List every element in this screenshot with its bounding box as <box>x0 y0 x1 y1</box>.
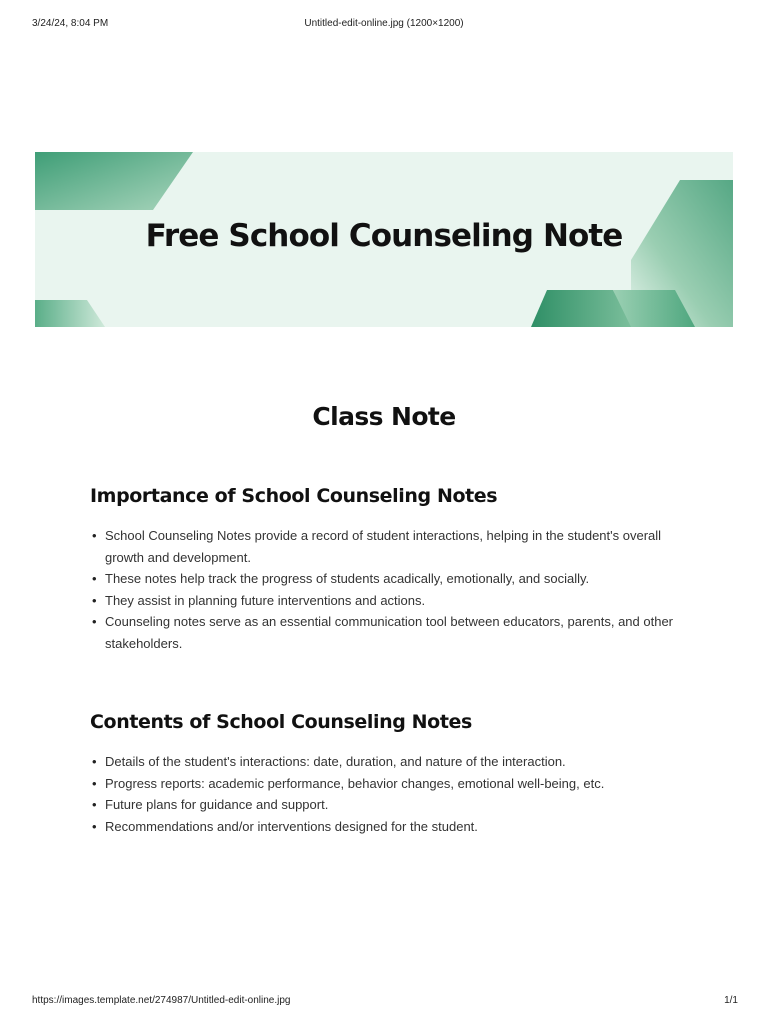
importance-list <box>90 525 685 654</box>
section-heading-importance: Importance of School Counseling Notes <box>90 485 498 507</box>
print-datetime: 3/24/24, 8:04 PM <box>32 18 109 29</box>
list-item: • Future plans for guidance and support. <box>105 794 685 816</box>
list-item: • Details of the student's interactions: date, duration, and nature of the interaction. <box>105 751 685 773</box>
title-banner <box>35 152 733 327</box>
print-filename: Untitled-edit-online.jpg (1200×1200) <box>304 18 464 29</box>
list-item: • These notes help track the progress of students acadically, emotionally, and socially. <box>105 568 685 590</box>
banner-shape-bottom-left <box>35 300 105 327</box>
banner-shape-top-left <box>35 152 193 210</box>
contents-list <box>90 751 685 837</box>
page-number: 1/1 <box>724 995 738 1006</box>
list-item: • They assist in planning future interventions and actions. <box>105 590 685 612</box>
list-item: • Counseling notes serve as an essential communication tool between educators, parents, and other stakeholders. <box>105 611 685 654</box>
section-heading-contents: Contents of School Counseling Notes <box>90 711 472 733</box>
print-header <box>0 18 768 32</box>
list-item: • Progress reports: academic performance, behavior changes, emotional well-being, etc. <box>105 773 685 795</box>
print-url: https://images.template.net/274987/Untitled-edit-online.jpg <box>32 995 291 1006</box>
page-title: Class Note <box>312 402 456 431</box>
print-footer <box>0 995 768 1009</box>
banner-title: Free School Counseling Note <box>145 218 623 254</box>
list-item: • School Counseling Notes provide a record of student interactions, helping in the student's overall growth and development. <box>105 525 685 568</box>
list-item: • Recommendations and/or interventions designed for the student. <box>105 816 685 838</box>
